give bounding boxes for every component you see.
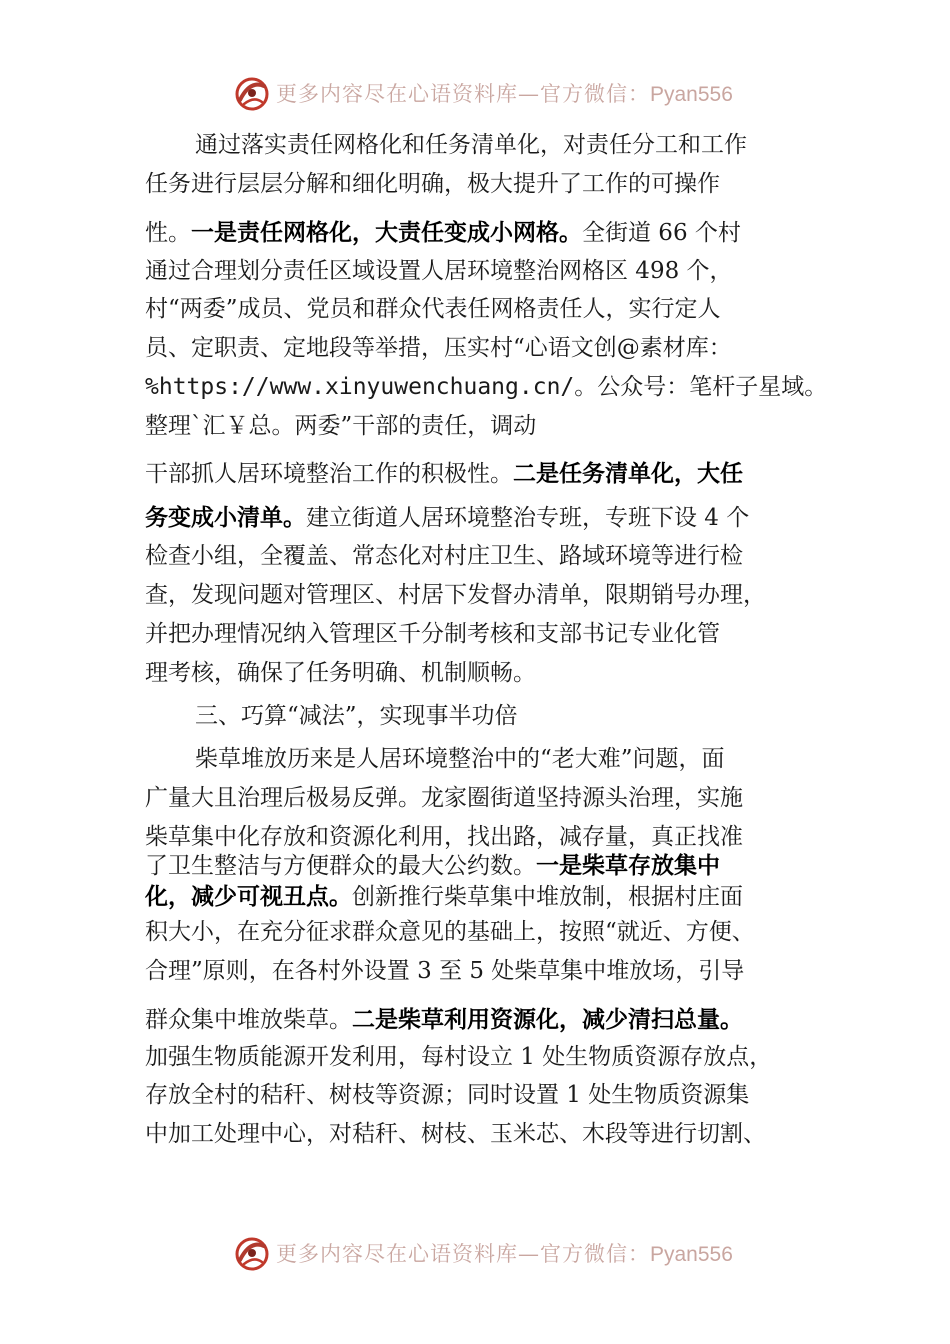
text-run: 并把办理情况纳入管理区千分制考核和支部书记专业化管 <box>145 621 720 647</box>
text-line <box>145 541 743 571</box>
text-run: 理考核，确保了任务明确、机制顺畅。 <box>145 660 536 686</box>
text-line <box>145 882 743 912</box>
text-line <box>145 1042 772 1072</box>
text-run: 任务进行层层分解和细化明确，极大提升了工作的可操作 <box>145 171 720 197</box>
red-swirl-logo-icon <box>232 1234 272 1274</box>
text-line <box>145 411 536 441</box>
text-run: 积大小，在充分征求群众意见的基础上，按照“就近、方便、 <box>145 919 755 945</box>
bold-phrase: 化，减少可视丑点。 <box>145 884 352 910</box>
text-line <box>145 459 743 489</box>
text-run: 柴草集中化存放和资源化利用，找出路，减存量，真正找准 <box>145 824 743 850</box>
text-run: 全街道 66 个村 <box>582 220 741 246</box>
text-line <box>145 1119 766 1149</box>
text-run: %https://www.xinyuwenchuang.cn/。 <box>145 374 598 400</box>
text-run: 柴草堆放历来是人居环境整治中的“老大难”问题，面 <box>195 746 725 772</box>
bold-phrase: 一是责任网格化，大责任变成小网格。 <box>191 220 582 246</box>
text-line <box>145 658 536 688</box>
text-run: 检查小组，全覆盖、常态化对村庄卫生、路域环境等进行检 <box>145 543 743 569</box>
watermark-text: 更多内容尽在心语资料库—官方微信：Pyan556 <box>276 82 733 106</box>
text-line <box>145 822 743 852</box>
text-run: 员、定职责、定地段等举措，压实村“心语文创@素材库： <box>145 335 732 361</box>
red-swirl-logo-icon <box>232 74 272 114</box>
text-line <box>195 744 725 774</box>
text-run: 加强生物质能源开发利用，每村设立 1 处生物质资源存放点， <box>145 1044 773 1070</box>
text-line <box>145 580 766 610</box>
text-line <box>145 956 744 986</box>
header-watermark <box>0 74 950 114</box>
text-line <box>145 851 720 881</box>
bold-phrase: 一是柴草存放集中 <box>536 853 720 879</box>
text-line <box>145 294 721 324</box>
text-run: 三、巧算“减法”，实现事半功倍 <box>195 703 518 729</box>
text-run: 村“两委”成员、党员和群众代表任网格责任人，实行定人 <box>145 296 721 322</box>
text-line <box>145 783 743 813</box>
text-run: 公众号：笔杆子星域。 <box>597 374 828 400</box>
text-line <box>145 169 720 199</box>
text-line <box>145 917 755 947</box>
text-run: 了卫生整洁与方便群众的最大公约数。 <box>145 853 536 879</box>
text-run: 中加工处理中心，对秸秆、树枝、玉米芯、木段等进行切割、 <box>145 1121 766 1147</box>
text-run: 合理”原则，在各村外设置 3 至 5 处柴草集中堆放场，引导 <box>145 958 745 984</box>
bold-phrase: 二是任务清单化，大任 <box>513 461 743 487</box>
watermark-text: 更多内容尽在心语资料库—官方微信：Pyan556 <box>276 1242 733 1266</box>
text-run: 性。 <box>145 220 191 246</box>
text-run: 查，发现问题对管理区、村居下发督办清单，限期销号办理， <box>145 582 766 608</box>
text-run: 广量大且治理后极易反弹。龙家圈街道坚持源头治理，实施 <box>145 785 743 811</box>
text-run: 存放全村的秸秆、树枝等资源；同时设置 1 处生物质资源集 <box>145 1082 750 1108</box>
footer-watermark <box>0 1234 950 1274</box>
section-heading <box>195 701 518 731</box>
text-run: 建立街道人居环境整治专班，专班下设 4 个 <box>306 505 750 531</box>
text-run: 通过落实责任网格化和任务清单化，对责任分工和工作 <box>195 132 747 158</box>
text-line <box>145 372 827 402</box>
text-line <box>145 619 720 649</box>
text-line <box>195 130 747 160</box>
text-line <box>145 218 741 248</box>
text-run: 创新推行柴草集中堆放制，根据村庄面 <box>352 884 743 910</box>
text-run: 整理`汇￥总。两委”干部的责任，调动 <box>145 413 537 439</box>
text-run: 通过合理划分责任区域设置人居环境整治网格区 498 个， <box>145 258 733 284</box>
text-line <box>145 1080 749 1110</box>
text-line <box>145 333 732 363</box>
text-line <box>145 256 733 286</box>
text-line <box>145 503 749 533</box>
bold-phrase: 二是柴草利用资源化，减少清扫总量。 <box>352 1007 743 1033</box>
text-line <box>145 1005 743 1035</box>
text-run: 群众集中堆放柴草。 <box>145 1007 352 1033</box>
bold-phrase: 务变成小清单。 <box>145 505 306 531</box>
text-run: 干部抓人居环境整治工作的积极性。 <box>145 461 513 487</box>
